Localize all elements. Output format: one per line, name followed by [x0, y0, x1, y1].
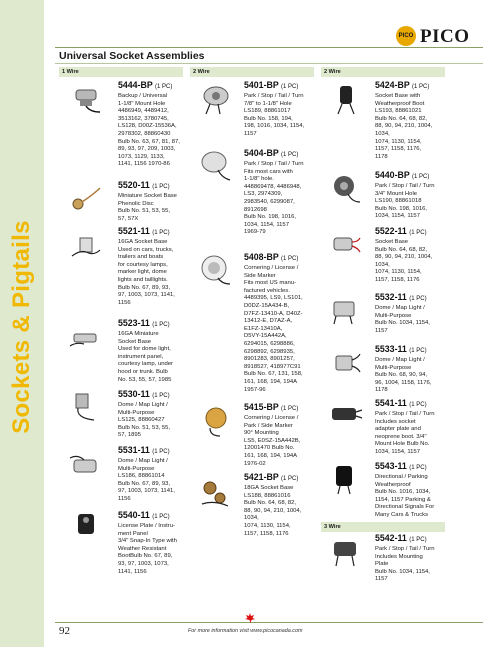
product-description: Cornering / License / Park / Side Marker 90° Mounting LS5, E0SZ-15A442B, 12001470 Bulb No. 161, 168, 194, 194A 1976-02	[244, 415, 301, 467]
section-title: Universal Socket Assemblies	[59, 50, 205, 62]
product-description: Socket Base Bulb No. 64, 68, 82, 88, 90, 94, 210, 1004, 1034, 1074, 1130, 1154, 1157, 1158, 1176	[375, 239, 433, 283]
product-5444-BP: 5444-BP (1 PC) Backup / Universal 1-1/8" Mount Hole 4486949, 4489412, 3513162, 3780745, LS128, D00Z-15536A, 2978302, 88860430 Bulb No. 63, 67, 81, 87, 89, 93, 97, 209, 1003, 1073, 1129, 1133, 1141, 1156 1970-86	[118, 80, 210, 169]
product-code: 5424-BP	[375, 80, 410, 90]
product-code: 5521-11	[118, 226, 150, 236]
product-description: Miniature Socket Base Phenolic Disc Bulb No. 51, 53, 55, 57, 57X	[118, 193, 177, 222]
product-description: Dome / Map Light / Multi-Purpose LS125, 88860427 Bulb No. 51, 53, 55, 57, 1895	[118, 402, 171, 439]
product-5542-11: 5542-11 (1 PC) Park / Stop / Tail / Turn Includes Mounting Plate Bulb No. 1034, 1154, 1157	[375, 533, 467, 584]
product-description: License Plate / Instru- ment Panel 3/4" Snap-In Type with Weather Resistant BootBulb No. 67, 89, 93, 97, 1003, 1073, 1141, 1156	[118, 523, 177, 575]
product-code: 5540-11	[118, 510, 150, 520]
product-code: 5408-BP	[244, 252, 279, 262]
socket-image-5522	[326, 228, 364, 262]
product-5523-11: 5523-11 (1 PC) 16GA Miniature Socket Base Used for dome light, instrument panel, courtesy lamp, under hood or trunk. Bulb No. 53, 55, 57, 1985	[118, 318, 210, 384]
product-description: Dome / Map Light / Multi-Purpose Bulb No. 68, 90, 94, 96, 1004, 1158, 1176, 1178	[375, 357, 432, 394]
product-description: Cornering / License / Side Marker Fits most US manu- factured vehicles. 4489395, LS9, LS101, D0DZ-15A434-B, D7FZ-13410-A, D40Z- 13412-E, D7AZ-A, E1FZ-13410A, D5VY-15A442A, 6294015, 6298886, 6298892, 6298935, 8901283, 8901257, 8918527, 418977C91 Bulb No. 67, 131, 158, 161, 168, 194, 194A 1957-96	[244, 265, 303, 393]
product-5520-11: 5520-11 (1 PC) Miniature Socket Base Phenolic Disc Bulb No. 51, 53, 55, 57, 57X	[118, 180, 210, 223]
socket-image-5542	[326, 534, 364, 568]
product-5401-BP: 5401-BP (1 PC) Park / Stop / Tail / Turn 7/8" to 1-1/8" Hole LS189, 88861017 Bulb No. 158, 194, 198, 1016, 1034, 1154, 1157	[244, 80, 336, 139]
socket-image-5415	[196, 404, 234, 438]
socket-image-5520	[66, 184, 104, 218]
product-description: Park / Stop / Tail / Turn 3/4" Mount Hole LS190, 88861018 Bulb No. 198, 1016, 1034, 1154, 1157	[375, 183, 435, 220]
product-code: 5530-11	[118, 389, 150, 399]
header-rule	[55, 47, 483, 48]
product-5408-BP: 5408-BP (1 PC) Cornering / License / Side Marker Fits most US manu- factured vehicles. 4489395, LS9, LS101, D0DZ-15A434-B, D7FZ-13410-A, D40Z- 13412-E, D7AZ-A, E1FZ-13410A, D5VY-15A442A, 6294015, 6298886, 6298892, 6298935, 8901283, 8901257, 8918527, 418977C91 Bulb No. 67, 131, 158, 161, 168, 194, 194A 1957-96	[244, 252, 336, 394]
product-code: 5532-11	[375, 292, 407, 302]
section-rule	[55, 63, 483, 64]
pico-logo-mark: PICO	[396, 26, 416, 46]
product-5532-11: 5532-11 (1 PC) Dome / Map Light / Multi-Purpose Bulb No. 1034, 1154, 1157	[375, 292, 467, 335]
socket-image-5521	[66, 230, 104, 264]
product-5540-11: 5540-11 (1 PC) License Plate / Instru- ment Panel 3/4" Snap-In Type with Weather Resistant BootBulb No. 67, 89, 93, 97, 1003, 1073, 1141, 1156	[118, 510, 210, 576]
product-5424-BP: 5424-BP (1 PC) Socket Base with Weatherproof Boot LS193, 88861021 Bulb No. 64, 68, 82, 88, 90, 94, 210, 1004, 1034, 1074, 1130, 1154, 1157, 1158, 1176, 1178	[375, 80, 467, 161]
product-code: 5531-11	[118, 445, 150, 455]
product-description: 16GA Socket Base Used on cars, trucks, trailers and boats for courtesy lamps, marker light, dome lights and taillights. Bulb No. 67, 89, 93, 97, 1003, 1073, 1141, 1156	[118, 239, 175, 306]
product-code: 5543-11	[375, 461, 407, 471]
category-1-wire: 1 Wire	[59, 67, 183, 77]
product-5415-BP: 5415-BP (1 PC) Cornering / License / Park / Side Marker 90° Mounting LS5, E0SZ-15A442B, 12001470 Bulb No. 161, 168, 194, 194A 1976-02	[244, 402, 336, 468]
socket-image-5530	[66, 390, 104, 424]
product-5521-11: 5521-11 (1 PC) 16GA Socket Base Used on cars, trucks, trailers and boats for courtesy lamps, marker light, dome lights and taillights. Bulb No. 67, 89, 93, 97, 1003, 1073, 1141, 1156	[118, 226, 210, 307]
product-5543-11: 5543-11 (1 PC) Directional / Parking Weatherproof Bulb No. 1016, 1034, 1154, 1157 Parking & Directional Signals For Many Cars & Trucks	[375, 461, 467, 520]
category-2-wire-b: 2 Wire	[321, 67, 445, 77]
maple-leaf-icon	[244, 612, 256, 624]
socket-image-5543	[326, 462, 364, 496]
product-code: 5401-BP	[244, 80, 279, 90]
pico-logo-text: PICO	[420, 26, 470, 47]
product-code: 5440-BP	[375, 170, 410, 180]
product-code: 5542-11	[375, 533, 407, 543]
socket-image-5533	[326, 346, 364, 380]
product-5421-BP: 5421-BP (1 PC) 18GA Socket Base LS188, 88861016 Bulb No. 64, 68, 82, 88, 90, 94, 210, 1004, 1034, 1074, 1130, 1154, 1157, 1158, 1176	[244, 472, 336, 538]
product-code: 5444-BP	[118, 80, 153, 90]
socket-image-5440	[326, 172, 364, 206]
product-5530-11: 5530-11 (1 PC) Dome / Map Light / Multi-Purpose LS125, 88860427 Bulb No. 51, 53, 55, 57, 1895	[118, 389, 210, 440]
footer-rule	[55, 622, 483, 623]
product-description: 18GA Socket Base LS188, 88861016 Bulb No. 64, 68, 82, 88, 90, 94, 210, 1004, 1034, 1074, 1130, 1154, 1157, 1158, 1176	[244, 485, 302, 537]
product-5533-11: 5533-11 (1 PC) Dome / Map Light / Multi-Purpose Bulb No. 68, 90, 94, 96, 1004, 1158, 1176, 1178	[375, 344, 467, 395]
product-description: Dome / Map Light / Multi-Purpose Bulb No. 1034, 1154, 1157	[375, 305, 430, 334]
footer-info-text: For more information visit www.picocanada.com	[188, 628, 303, 634]
product-code: 5520-11	[118, 180, 150, 190]
product-description: Directional / Parking Weatherproof Bulb No. 1016, 1034, 1154, 1157 Parking & Directional Signals For Many Cars & Trucks	[375, 474, 435, 518]
socket-image-5444	[66, 82, 104, 116]
pico-logo	[396, 26, 480, 48]
socket-image-5540	[66, 508, 104, 542]
product-code: 5541-11	[375, 398, 407, 408]
category-3-wire: 3 Wire	[321, 522, 445, 532]
product-description: Dome / Map Light / Multi-Purpose LS186, 88861014 Bulb No. 67, 89, 93, 97, 1003, 1073, 1141, 1156	[118, 458, 175, 502]
category-2-wire: 2 Wire	[190, 67, 314, 77]
product-code: 5404-BP	[244, 148, 279, 158]
product-code: 5522-11	[375, 226, 407, 236]
socket-image-5531	[66, 448, 104, 482]
product-5440-BP: 5440-BP (1 PC) Park / Stop / Tail / Turn 3/4" Mount Hole LS190, 88861018 Bulb No. 198, 1016, 1034, 1154, 1157	[375, 170, 467, 221]
product-code: 5523-11	[118, 318, 150, 328]
socket-image-5421	[196, 476, 234, 510]
socket-image-5523	[66, 320, 104, 354]
page-number: 92	[59, 625, 70, 637]
product-description: Park / Stop / Tail / Turn Includes socket adapter plate and neoprene boot. 3/4" Mount Hole Bulb No. 1034, 1154, 1157	[375, 411, 435, 455]
product-code: 5415-BP	[244, 402, 279, 412]
product-5404-BP: 5404-BP (1 PC) Park / Stop / Tail / Turn Fits most cars with 1-1/8" hole. 448869478, 4486948, LS3, 2974309, 2983540, 6299087, 8912698 Bulb No. 198, 1016, 1034, 1154, 1157 1969-79	[244, 148, 336, 237]
product-description: Backup / Universal 1-1/8" Mount Hole 4486949, 4489412, 3513162, 3780745, LS128, D00Z-15536A, 2978302, 88860430 Bulb No. 63, 67, 81, 87, 89, 93, 97, 209, 1003, 1073, 1129, 1133, 1141, 1156 1970-86	[118, 93, 180, 168]
product-code: 5421-BP	[244, 472, 279, 482]
socket-image-5401	[196, 82, 234, 116]
section-side-title: Sockets & Pigtails	[8, 220, 35, 434]
socket-image-5424	[326, 82, 364, 116]
product-5541-11: 5541-11 (1 PC) Park / Stop / Tail / Turn Includes socket adapter plate and neoprene boot. 3/4" Mount Hole Bulb No. 1034, 1154, 1157	[375, 398, 467, 457]
socket-image-5541	[326, 398, 364, 432]
socket-image-5404	[196, 148, 234, 182]
product-5531-11: 5531-11 (1 PC) Dome / Map Light / Multi-Purpose LS186, 88861014 Bulb No. 67, 89, 93, 97, 1003, 1073, 1141, 1156	[118, 445, 210, 504]
sidebar-band	[0, 0, 44, 647]
socket-image-5408	[196, 254, 234, 288]
product-code: 5533-11	[375, 344, 407, 354]
product-5522-11: 5522-11 (1 PC) Socket Base Bulb No. 64, 68, 82, 88, 90, 94, 210, 1004, 1034, 1074, 1130, 1154, 1157, 1158, 1176	[375, 226, 467, 285]
socket-image-5532	[326, 294, 364, 328]
product-description: Park / Stop / Tail / Turn 7/8" to 1-1/8" Hole LS189, 88861017 Bulb No. 158, 194, 198, 1016, 1034, 1154, 1157	[244, 93, 305, 137]
product-description: Socket Base with Weatherproof Boot LS193, 88861021 Bulb No. 64, 68, 82, 88, 90, 94, 210, 1004, 1034, 1074, 1130, 1154, 1157, 1158, 1176, 1178	[375, 93, 433, 160]
product-description: Park / Stop / Tail / Turn Fits most cars with 1-1/8" hole. 448869478, 4486948, LS3, 2974309, 2983540, 6299087, 8912698 Bulb No. 198, 1016, 1034, 1154, 1157 1969-79	[244, 161, 304, 236]
product-description: 16GA Miniature Socket Base Used for dome light, instrument panel, courtesy lamp, under hood or trunk. Bulb No. 53, 55, 57, 1985	[118, 331, 174, 383]
product-description: Park / Stop / Tail / Turn Includes Mounting Plate Bulb No. 1034, 1154, 1157	[375, 546, 435, 583]
